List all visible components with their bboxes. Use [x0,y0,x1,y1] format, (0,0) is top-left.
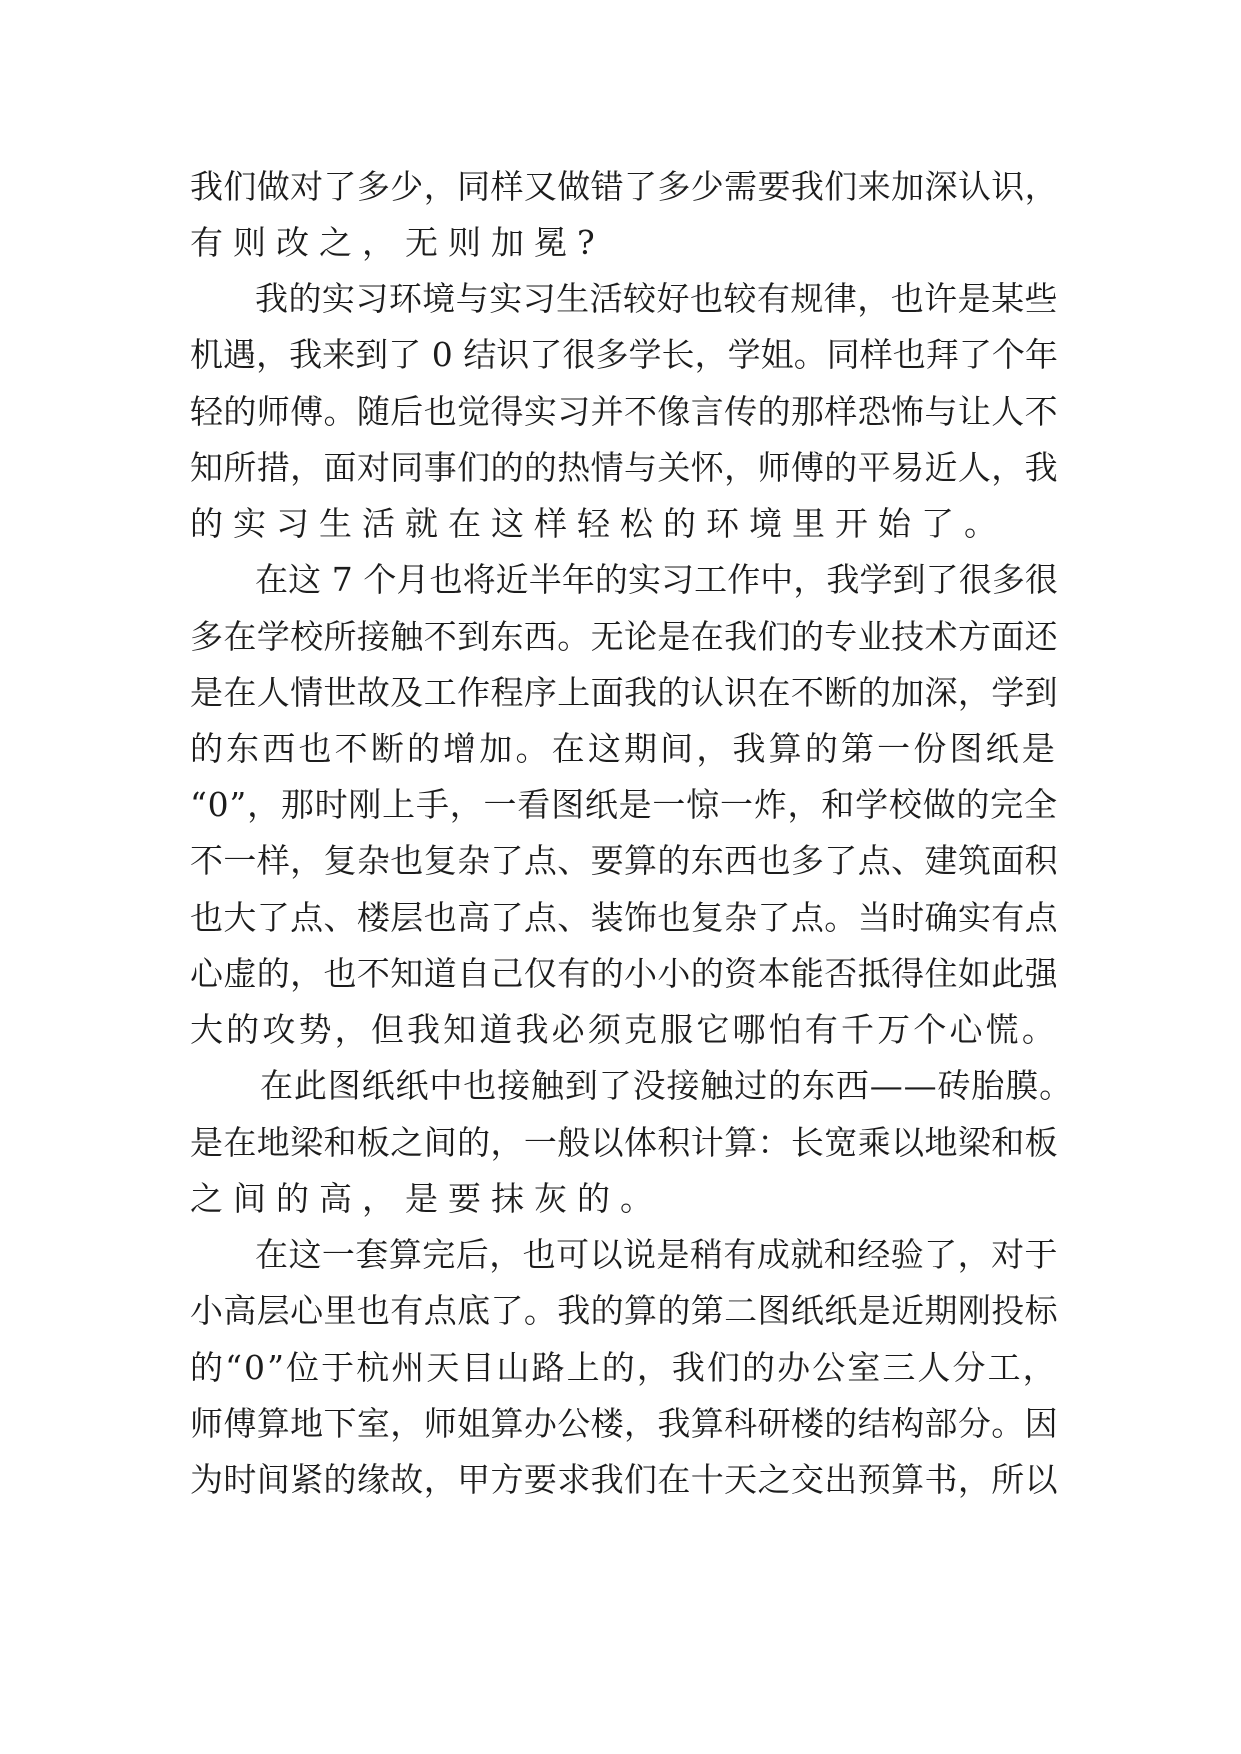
text-line: 的实习生活就在这样轻松的环境里开始了。 [190,504,1007,543]
text-line: 也大了点、楼层也高了点、装饰也复杂了点。当时确实有点 [190,898,1058,937]
text-line: 不一样，复杂也复杂了点、要算的东西也多了点、建筑面积 [190,841,1058,880]
text-line: 师傅算地下室，师姐算办公楼，我算科研楼的结构部分。因 [190,1404,1058,1443]
text-line: 的东西也不断的增加。在这期间，我算的第一份图纸是 [190,729,1058,768]
text-line: 大的攻势，但我知道我必须克服它哪怕有千万个心慌。 [190,1010,1058,1049]
text-line: 机遇，我来到了 0 结识了很多学长，学姐。同样也拜了个年 [190,335,1058,374]
paragraph-start: 在这一套算完后，也可以说是稍有成就和经验了，对于 [255,1235,1058,1274]
text-line: 心虚的，也不知道自己仅有的小小的资本能否抵得住如此强 [190,954,1058,993]
paragraph-start: 在此图纸纸中也接触到了没接触过的东西——砖胎膜。 [260,1066,1073,1105]
text-line: 轻的师傅。随后也觉得实习并不像言传的那样恐怖与让人不 [190,392,1058,431]
text-line: 有则改之，无则加冕? [190,223,605,262]
text-line: 知所措，面对同事们的的热情与关怀，师傅的平易近人，我 [190,448,1058,487]
text-line: 小高层心里也有点底了。我的算的第二图纸纸是近期刚投标 [190,1291,1058,1330]
text-line: 是在人情世故及工作程序上面我的认识在不断的加深，学到 [190,673,1058,712]
text-line: 之间的高，是要抹灰的。 [190,1179,663,1218]
text-line: “0”，那时刚上手，一看图纸是一惊一炸，和学校做的完全 [190,785,1058,824]
paragraph-start: 在这 7 个月也将近半年的实习工作中，我学到了很多很 [255,560,1058,599]
text-line: 的“0”位于杭州天目山路上的，我们的办公室三人分工， [190,1348,1058,1387]
text-line: 我们做对了多少，同样又做错了多少需要我们来加深认识， [190,167,1058,206]
text-line: 为时间紧的缘故，甲方要求我们在十天之交出预算书，所以 [190,1460,1058,1499]
text-line: 多在学校所接触不到东西。无论是在我们的专业技术方面还 [190,617,1058,656]
paragraph-start: 我的实习环境与实习生活较好也较有规律，也许是某些 [255,279,1058,318]
text-line: 是在地梁和板之间的，一般以体积计算：长宽乘以地梁和板 [190,1123,1058,1162]
